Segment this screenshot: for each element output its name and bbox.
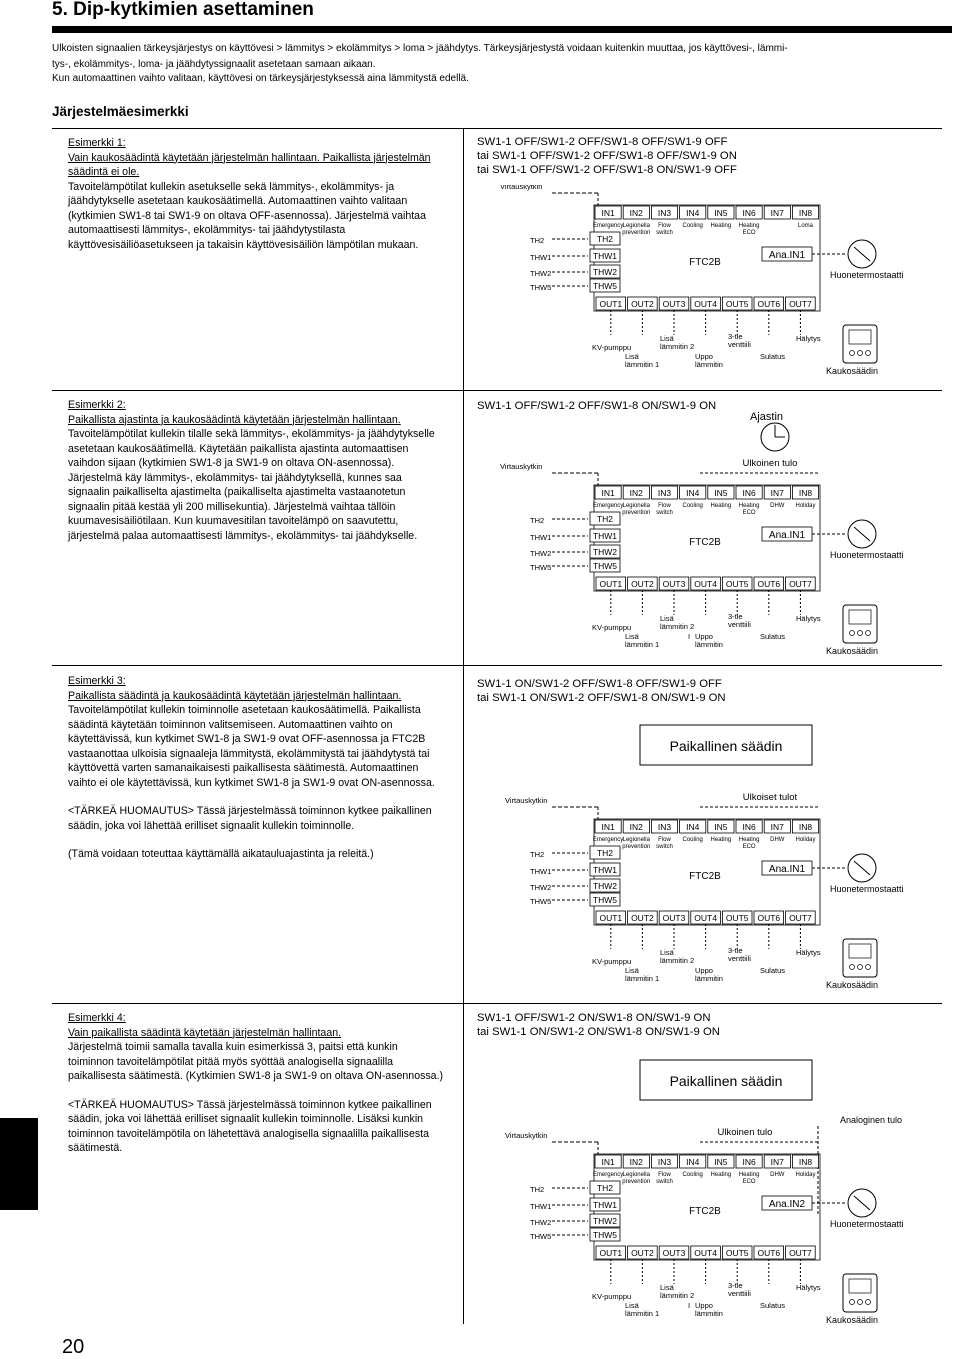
- input-function: switch: [656, 230, 673, 236]
- sensor-terminal-label: THW5: [592, 1230, 618, 1240]
- input-function: DHW: [770, 1172, 785, 1178]
- input-function: Emergency: [592, 837, 624, 843]
- sensor-label: THW2: [530, 549, 552, 558]
- input-function: prevention: [622, 1179, 651, 1185]
- input-function: Loma: [797, 223, 814, 229]
- output-label: OUT4: [694, 299, 717, 309]
- input-function: Holiday: [795, 1172, 816, 1178]
- room-thermostat-label: Huonetermostaatti: [830, 1219, 904, 1229]
- sensor-label: THW2: [530, 883, 552, 892]
- example-1-switch-settings: [477, 135, 737, 177]
- output-desc: Lisä: [660, 334, 674, 343]
- input-label: IN2: [629, 208, 643, 218]
- output-desc: Lisä: [660, 948, 674, 957]
- input-function: Cooling: [682, 503, 703, 509]
- input-function: switch: [656, 1179, 673, 1185]
- output-desc: Lisä: [660, 1283, 674, 1292]
- output-label: OUT4: [694, 1248, 717, 1258]
- sensor-label: THW5: [530, 1232, 552, 1241]
- flow-switch-label: Virtauskytkin: [505, 796, 548, 805]
- output-desc: Uppo: [695, 352, 713, 361]
- output-desc: venttiili: [728, 1289, 751, 1298]
- output-label: OUT4: [694, 579, 717, 589]
- input-label: IN6: [742, 208, 756, 218]
- output-label: OUT2: [631, 1248, 654, 1258]
- output-desc: Uppo: [695, 632, 713, 641]
- remote-controller-button: [850, 1300, 855, 1305]
- output-desc: venttiili: [728, 620, 751, 629]
- separator: [52, 665, 942, 666]
- sensor-terminal-label: THW2: [592, 547, 618, 557]
- intro-line-3: Kun automaattinen vaihto valitaan, käyttövesi on tärkeysjärjestyksessä aina lämmitystä edellä.: [52, 73, 469, 84]
- input-label: IN3: [657, 208, 672, 218]
- output-desc: lämmitin 1: [625, 640, 660, 649]
- example-4-switch-settings: [477, 1011, 720, 1039]
- example-3-heading: Esimerkki 3:: [68, 675, 126, 687]
- input-function: Emergency: [592, 503, 624, 509]
- input-label: IN6: [742, 488, 756, 498]
- input-function: Legionella: [622, 503, 650, 509]
- input-function: Heating: [710, 503, 732, 509]
- input-label: IN7: [770, 488, 784, 498]
- input-function: Heating: [738, 837, 760, 843]
- output-label: OUT3: [662, 913, 686, 923]
- input-function: Cooling: [682, 223, 703, 229]
- remote-controller-button: [850, 351, 855, 356]
- output-desc: Lisä: [625, 966, 639, 975]
- input-function: ECO: [742, 510, 756, 516]
- sensor-label: TH2: [530, 1185, 545, 1194]
- external-input-label: Ulkoinen tulo: [717, 1127, 773, 1138]
- intro-line-2: tys-, ekolämmitys-, loma- ja jäähdytyssignaalit asetetaan samaan aikaan.: [52, 59, 376, 70]
- input-function: prevention: [622, 510, 651, 516]
- input-function: Heating: [738, 1172, 760, 1178]
- input-function: switch: [656, 510, 673, 516]
- input-label: IN8: [798, 822, 813, 832]
- input-label: IN2: [629, 822, 643, 832]
- output-desc: Uppo: [695, 966, 713, 975]
- output-desc-pump: KV-pumppu: [592, 957, 632, 966]
- output-label: OUT1: [599, 299, 623, 309]
- output-desc: Sulatus: [760, 1301, 786, 1310]
- sensor-terminal-label: THW5: [592, 895, 618, 905]
- output-desc: lämmitin: [695, 1309, 723, 1318]
- remote-controller-button: [858, 965, 863, 970]
- output-label: OUT7: [789, 579, 812, 589]
- intro-line-1: Ulkoisten signaalien tärkeysjärjestys on käyttövesi > lämmitys > ekolämmitys > loma > jäähdytys. Tärkeysjärjestystä voidaan kuitenkin muuttaa, jos käyttövesi-, lämmi-: [52, 43, 788, 54]
- input-function: DHW: [770, 837, 785, 843]
- sensor-label: THW1: [530, 533, 552, 542]
- controller-label: FTC2B: [689, 257, 721, 268]
- input-function: Holiday: [795, 837, 816, 843]
- input-function: Flow: [658, 1172, 671, 1178]
- sensor-label: THW5: [530, 897, 552, 906]
- example-3-text: [68, 674, 444, 862]
- output-desc: Hälytys: [796, 614, 821, 623]
- output-desc: Lisä: [625, 352, 639, 361]
- input-label: IN2: [629, 1157, 643, 1167]
- output-desc: 3-tie: [728, 946, 743, 955]
- output-label: OUT6: [757, 1248, 781, 1258]
- remote-controller-button: [866, 351, 871, 356]
- input-function: Cooling: [682, 1172, 703, 1178]
- input-function: Heating: [710, 223, 732, 229]
- example-1-paragraph: Tavoitelämpötilat kullekin asetukselle sekä lämmitys-, ekolämmitys- ja jäähdytykselle asetetaan kaukosäätimellä. Automaattinen vaihto valitaan (kytkimien SW1-8 tai SW1-9 on oltava OFF-asennossa). Järjestelmä vaihtaa automaattisesti lämmitys-, ekolämmitys- tai jäähdytystilasta käyttövesisäiliöasetukseen ja takaisin käyttövesisäiliön lämpötilan mukaan.: [68, 180, 426, 251]
- sensor-terminal-label: THW2: [592, 1216, 618, 1226]
- output-desc: lämmitin 1: [625, 360, 660, 369]
- output-label: OUT5: [725, 299, 749, 309]
- output-desc: Hälytys: [796, 948, 821, 957]
- sensor-label: TH2: [530, 236, 545, 245]
- remote-controller-label: Kaukosäädin: [826, 646, 879, 656]
- output-label: OUT7: [789, 913, 812, 923]
- remote-controller-screen: [849, 1279, 871, 1293]
- example-3-note: <TÄRKEÄ HUOMAUTUS> Tässä järjestelmässä toiminnon kytkee paikallinen säädin, joka voi lähettää erilliset signaalit kullekin toiminnolle.: [68, 805, 432, 832]
- input-label: IN5: [714, 208, 728, 218]
- input-function: Heating: [738, 223, 760, 229]
- analog-terminal-label: Ana.IN1: [768, 530, 806, 541]
- example-3-subheading: Paikallista säädintä ja kaukosäädintä käytetään järjestelmän hallintaan.: [68, 689, 402, 702]
- output-desc: lämmitin 2: [660, 1291, 695, 1300]
- separator: [52, 1003, 942, 1004]
- local-controller-label: Paikallinen säädin: [669, 738, 783, 754]
- input-label: IN7: [770, 1157, 784, 1167]
- output-desc: lämmitin 2: [660, 342, 695, 351]
- output-desc: Lisä: [625, 632, 639, 641]
- sensor-terminal-label: THW1: [592, 251, 618, 261]
- diagram-svg: [477, 1055, 922, 1325]
- input-label: IN4: [686, 488, 700, 498]
- separator: [52, 128, 942, 129]
- diagram-svg: [477, 405, 922, 663]
- example-4-note: <TÄRKEÄ HUOMAUTUS> Tässä järjestelmässä toiminnon kytkee paikallinen säädin, joka voi lähettää erilliset signaalit kullekin toiminnolle. Lisäksi kunkin toiminnon tavoitelämpötila on lähetettävä analogisella signaalilla paikallisesta säätimestä.: [68, 1098, 432, 1154]
- example-4-paragraph: Järjestelmä toimii samalla tavalla kuin esimerkissä 3, paitsi että kunkin toiminnon tavoitelämpötilat pitää myös syöttää analogisella signaalilla paikallisesta säätimestä. (Kytkimien SW1-8 ja SW1-9 on oltava ON-asennossa.): [68, 1041, 444, 1082]
- output-desc: Lisä: [660, 614, 674, 623]
- output-desc: lämmitin 2: [660, 956, 695, 965]
- input-label: IN4: [686, 822, 700, 832]
- output-label: OUT3: [662, 299, 686, 309]
- sensor-terminal-label: TH2: [596, 1183, 614, 1193]
- output-label: OUT5: [725, 913, 749, 923]
- sensor-terminal-label: THW1: [592, 1200, 618, 1210]
- output-label: OUT6: [757, 579, 781, 589]
- remote-controller-button: [858, 351, 863, 356]
- input-label: IN1: [601, 1157, 615, 1167]
- output-label: OUT6: [757, 299, 781, 309]
- output-label: OUT2: [631, 913, 654, 923]
- output-desc-mark: I: [688, 632, 691, 641]
- sw-line: SW1-1 OFF/SW1-2 OFF/SW1-8 ON/SW1-9 ON: [477, 400, 717, 412]
- output-label: OUT7: [789, 1248, 812, 1258]
- output-desc: Sulatus: [760, 352, 786, 361]
- output-desc: lämmitin 1: [625, 1309, 660, 1318]
- section-title: Järjestelmäesimerkki: [52, 104, 189, 119]
- sensor-label: THW5: [530, 563, 552, 572]
- wiring-diagram: [477, 1055, 922, 1325]
- input-function: prevention: [622, 230, 651, 236]
- input-label: IN1: [601, 488, 615, 498]
- input-label: IN2: [629, 488, 643, 498]
- remote-controller-button: [866, 631, 871, 636]
- sensor-label: THW5: [530, 283, 552, 292]
- output-desc: lämmitin 2: [660, 622, 695, 631]
- sensor-label: TH2: [530, 516, 545, 525]
- controller-label: FTC2B: [689, 1206, 721, 1217]
- sensor-label: THW1: [530, 253, 552, 262]
- output-desc-pump: KV-pumppu: [592, 1292, 632, 1301]
- input-label: IN4: [686, 208, 700, 218]
- output-label: OUT4: [694, 913, 717, 923]
- diagram-svg: [477, 720, 922, 1000]
- page-number: 20: [62, 1336, 85, 1358]
- analog-terminal-label: Ana.IN1: [768, 250, 806, 261]
- output-desc: lämmitin: [695, 360, 723, 369]
- analog-input-label: Analoginen tulo: [840, 1115, 903, 1125]
- example-1-subheading: Vain kaukosäädintä käytetään järjestelmän hallintaan. Paikallista järjestelmän säädintä ei ole.: [68, 151, 431, 178]
- separator: [52, 390, 942, 391]
- example-1-heading: Esimerkki 1:: [68, 137, 126, 149]
- input-label: IN1: [601, 822, 615, 832]
- sw-line: SW1-1 OFF/SW1-2 ON/SW1-8 ON/SW1-9 ON: [477, 1012, 711, 1024]
- example-1-text: [68, 136, 444, 252]
- input-function: prevention: [622, 844, 651, 850]
- example-4-subheading: Vain paikallista säädintä käytetään järjestelmän hallintaan.: [68, 1026, 342, 1039]
- column-divider: [463, 128, 464, 1324]
- output-desc: 3-tie: [728, 332, 743, 341]
- diagram-svg: [477, 185, 922, 385]
- input-function: switch: [656, 844, 673, 850]
- output-desc: lämmitin: [695, 640, 723, 649]
- external-input-label: Ulkoiset tulot: [742, 792, 798, 803]
- input-label: IN3: [657, 1157, 672, 1167]
- example-2-subheading: Paikallista ajastinta ja kaukosäädintä käytetään järjestelmän hallintaan.: [68, 413, 401, 426]
- remote-controller-label: Kaukosäädin: [826, 366, 879, 376]
- output-desc: Hälytys: [796, 1283, 821, 1292]
- remote-controller-screen: [849, 610, 871, 624]
- analog-terminal-label: Ana.IN1: [768, 864, 806, 875]
- sensor-label: THW1: [530, 1202, 552, 1211]
- page-title: 5. Dip-kytkimien asettaminen: [52, 0, 314, 20]
- output-desc-pump: KV-pumppu: [592, 623, 632, 632]
- example-4-heading: Esimerkki 4:: [68, 1012, 126, 1024]
- example-3-paragraph: Tavoitelämpötilat kullekin toiminnolle asetetaan kaukosäätimellä. Paikallista säädintä käytetään toiminnon valitsemiseen. Automaattinen vaihto on käytettävissä, kun kytkimet SW1-8 ja SW1-9 ovat OFF-asennossa ja FTC2B vastaanottaa ulkoisia signaaleja lämmitystä, ekolämmitystä tai jäähdytystä tai käyttövettä varten samanaikaisesti paikallisesta säätimestä. Automaattinen vaihto ei ole käytettävissä, kun kytkimet SW1-8 ja SW1-9 ovat ON-asennossa.: [68, 704, 435, 789]
- remote-controller-button: [850, 965, 855, 970]
- remote-controller-button: [866, 1300, 871, 1305]
- output-desc: Hälytys: [796, 334, 821, 343]
- output-desc: Lisä: [625, 1301, 639, 1310]
- output-label: OUT5: [725, 1248, 749, 1258]
- sensor-terminal-label: THW5: [592, 281, 618, 291]
- output-desc: venttiili: [728, 340, 751, 349]
- input-function: Heating: [738, 503, 760, 509]
- wiring-diagram: [477, 185, 922, 385]
- input-function: DHW: [770, 503, 785, 509]
- input-label: IN3: [657, 822, 672, 832]
- sw-line: tai SW1-1 ON/SW1-2 ON/SW1-8 ON/SW1-9 ON: [477, 1026, 720, 1038]
- wiring-diagram: [477, 405, 922, 663]
- input-label: IN8: [798, 1157, 813, 1167]
- sensor-label: THW2: [530, 269, 552, 278]
- example-3-remark: (Tämä voidaan toteuttaa käyttämällä aikatauluajastinta ja releitä.): [68, 848, 374, 860]
- sensor-terminal-label: THW2: [592, 267, 618, 277]
- remote-controller-button: [858, 1300, 863, 1305]
- input-function: Legionella: [622, 1172, 650, 1178]
- output-desc: lämmitin 1: [625, 974, 660, 983]
- input-function: ECO: [742, 230, 756, 236]
- example-2-text: [68, 398, 444, 543]
- output-desc-pump: KV-pumppu: [592, 343, 632, 352]
- output-label: OUT1: [599, 1248, 623, 1258]
- room-thermostat-label: Huonetermostaatti: [830, 550, 904, 560]
- input-function: Heating: [710, 837, 732, 843]
- sw-line: SW1-1 ON/SW1-2 OFF/SW1-8 OFF/SW1-9 OFF: [477, 678, 722, 690]
- flow-switch-label: Virtauskytkin: [500, 185, 543, 191]
- output-desc-mark: I: [688, 1301, 691, 1310]
- output-desc: lämmitin: [695, 974, 723, 983]
- sensor-terminal-label: TH2: [596, 514, 614, 524]
- sensor-label: TH2: [530, 850, 545, 859]
- sensor-terminal-label: THW1: [592, 531, 618, 541]
- sensor-terminal-label: THW2: [592, 881, 618, 891]
- output-label: OUT2: [631, 299, 654, 309]
- example-4-text: [68, 1011, 444, 1156]
- example-2-paragraph: Tavoitelämpötilat kullekin tilalle sekä lämmitys-, ekolämmitys- ja jäähdytykselle asetetaan kaukosäätimellä. Käytetään paikallista ajastinta automaattisen vaihdon sijaan (kytkimien SW1-8 ja SW1-9 on oltava ON-asennossa). Järjestelmä käy lämmitys-, ekolämmitys- tai jäähdytyksellä, kunnes saa signaalin paikalliselta ajastimelta (paikalliselta ajastimelta vastaanotetun signaalin pitää kestää yli 200 millisekuntia). Järjestelmä vaihtaa tällöin kuumavesisäiliötilaan. Kun kuumavesitilan tavoitelämpö on saavutettu, järjestelmä palaa automaattisesti lämmitys-, ekolämmitys- tai jäähdykselle.: [68, 428, 435, 542]
- sw-line: tai SW1-1 OFF/SW1-2 OFF/SW1-8 ON/SW1-9 OFF: [477, 164, 737, 176]
- input-function: ECO: [742, 1179, 756, 1185]
- input-function: Flow: [658, 223, 671, 229]
- flow-switch-label: Virtauskytkin: [500, 462, 543, 471]
- sensor-terminal-label: TH2: [596, 234, 614, 244]
- output-desc: venttiili: [728, 954, 751, 963]
- input-function: Cooling: [682, 837, 703, 843]
- sensor-terminal-label: TH2: [596, 848, 614, 858]
- output-label: OUT1: [599, 579, 623, 589]
- input-function: Flow: [658, 837, 671, 843]
- input-label: IN8: [798, 488, 813, 498]
- flow-switch-label: Virtauskytkin: [505, 1131, 548, 1140]
- input-label: IN8: [798, 208, 813, 218]
- input-label: IN1: [601, 208, 615, 218]
- remote-controller-label: Kaukosäädin: [826, 1315, 879, 1325]
- example-3-switch-settings: [477, 677, 726, 705]
- sw-line: SW1-1 OFF/SW1-2 OFF/SW1-8 OFF/SW1-9 OFF: [477, 136, 728, 148]
- input-function: Emergency: [592, 223, 624, 229]
- input-function: Legionella: [622, 837, 650, 843]
- output-desc: Sulatus: [760, 966, 786, 975]
- output-desc: Uppo: [695, 1301, 713, 1310]
- remote-controller-button: [850, 631, 855, 636]
- timer-label: Ajastin: [750, 411, 784, 423]
- input-label: IN5: [714, 822, 728, 832]
- external-input-label: Ulkoinen tulo: [742, 458, 798, 469]
- sensor-label: THW1: [530, 867, 552, 876]
- room-thermostat-label: Huonetermostaatti: [830, 884, 904, 894]
- output-label: OUT1: [599, 913, 623, 923]
- output-label: OUT3: [662, 1248, 686, 1258]
- sw-line: tai SW1-1 ON/SW1-2 OFF/SW1-8 ON/SW1-9 ON: [477, 692, 726, 704]
- analog-terminal-label: Ana.IN2: [768, 1199, 806, 1210]
- title-rule: [52, 26, 952, 33]
- example-2-heading: Esimerkki 2:: [68, 399, 126, 411]
- sensor-label: THW2: [530, 1218, 552, 1227]
- controller-label: FTC2B: [689, 537, 721, 548]
- remote-controller-label: Kaukosäädin: [826, 980, 879, 990]
- input-label: IN3: [657, 488, 672, 498]
- input-label: IN7: [770, 208, 784, 218]
- input-label: IN4: [686, 1157, 700, 1167]
- remote-controller-button: [858, 631, 863, 636]
- input-label: IN6: [742, 1157, 756, 1167]
- input-label: IN5: [714, 488, 728, 498]
- input-function: ECO: [742, 844, 756, 850]
- remote-controller-screen: [849, 330, 871, 344]
- sensor-terminal-label: THW5: [592, 561, 618, 571]
- chapter-tab: [0, 1118, 38, 1210]
- input-label: IN5: [714, 1157, 728, 1167]
- input-label: IN6: [742, 822, 756, 832]
- output-desc: 3-tie: [728, 1281, 743, 1290]
- input-function: Heating: [710, 1172, 732, 1178]
- output-desc: Sulatus: [760, 632, 786, 641]
- output-label: OUT7: [789, 299, 812, 309]
- controller-label: FTC2B: [689, 871, 721, 882]
- output-label: OUT6: [757, 913, 781, 923]
- input-function: Flow: [658, 503, 671, 509]
- input-function: Holiday: [795, 503, 816, 509]
- sensor-terminal-label: THW1: [592, 865, 618, 875]
- room-thermostat-label: Huonetermostaatti: [830, 270, 904, 280]
- sw-line: tai SW1-1 OFF/SW1-2 OFF/SW1-8 OFF/SW1-9 ON: [477, 150, 737, 162]
- output-label: OUT5: [725, 579, 749, 589]
- local-controller-label: Paikallinen säädin: [669, 1073, 783, 1089]
- input-label: IN7: [770, 822, 784, 832]
- wiring-diagram: [477, 720, 922, 1000]
- output-desc: 3-tie: [728, 612, 743, 621]
- remote-controller-button: [866, 965, 871, 970]
- input-function: Emergency: [592, 1172, 624, 1178]
- remote-controller-screen: [849, 944, 871, 958]
- input-function: Legionella: [622, 223, 650, 229]
- output-label: OUT2: [631, 579, 654, 589]
- output-label: OUT3: [662, 579, 686, 589]
